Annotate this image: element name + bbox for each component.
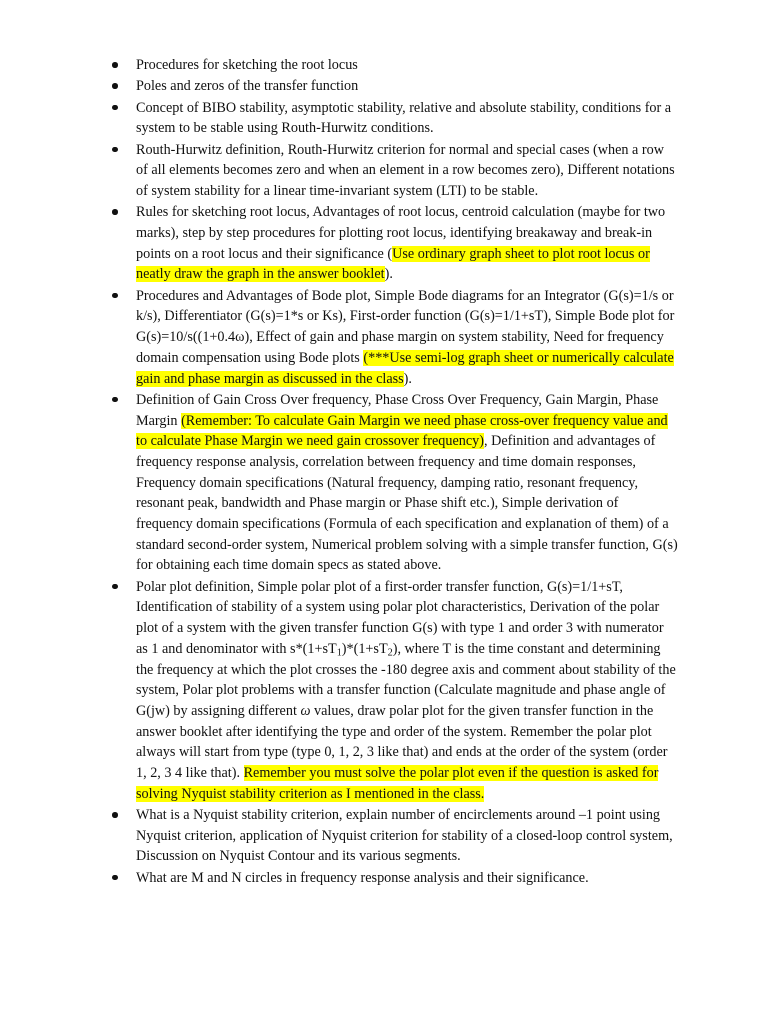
item-text: Definition of Gain Cross Over frequency, Phase Cross Over Frequency, Gain Margin, Phase Margin [136,391,659,429]
bullet-icon [112,812,118,818]
highlighted-note: (***Use semi-log graph sheet or numerically calculate gain and phase margin as discussed in the class [136,349,674,387]
list-item [0,140,768,202]
list-item [0,390,768,576]
bullet-icon [112,105,118,111]
syllabus-bullet-list [0,55,768,889]
list-item [0,868,768,889]
item-text: ω [300,702,311,719]
list-item [0,202,768,285]
bullet-icon [112,875,118,881]
item-text: , Definition and advantages of frequency response analysis, correlation between frequency and time domain responses, Frequency domain specifications (Natural frequency, damping ratio, resonant frequency, resonant peak, bandwidth and Phase margin or Phase shift etc.), Simple derivation of frequency domain specifications (Formula of each specification and explanation of them) of a standard second-order system, Numerical problem solving with a simple transfer function, G(s) for obtaining each time domain specs as stated above. [136,433,678,574]
list-item [0,98,768,139]
item-text: ). [384,266,393,283]
item-text: ), where T is the time constant and determining the frequency at which the plot crosses the -180 degree axis and comment about stability of the system, Polar plot problems with a transfer function (Calculate magnitude and phase angle of G(jw) by assigning different [136,640,676,719]
list-item [0,76,768,97]
bullet-icon [112,584,118,590]
item-text: Rules for sketching root locus, Advantages of root locus, centroid calculation (maybe for two marks), step by step procedures for plotting root locus, identifying breakaway and break-in points on a root locus and their significance ( [136,204,666,262]
bullet-icon [112,397,118,403]
item-text: )*(1+sT [341,640,388,657]
list-item [0,286,768,390]
list-item [0,55,768,76]
subscript: 2 [387,647,393,659]
item-text: Concept of BIBO stability, asymptotic stability, relative and absolute stability, conditions for a system to be stable using Routh-Hurwitz conditions. [136,99,672,137]
subscript: 1 [336,647,342,659]
item-text: What are M and N circles in frequency response analysis and their significance. [136,869,589,886]
list-item [0,577,768,805]
highlighted-note: Remember you must solve the polar plot even if the question is asked for solving Nyquist stability criterion as I mentioned in the class. [136,765,659,802]
highlighted-note: (Remember: To calculate Gain Margin we need phase cross-over frequency value and to calculate Phase Margin we need gain crossover frequency) [136,412,668,450]
item-text: Procedures for sketching the root locus [136,57,358,73]
item-text: What is a Nyquist stability criterion, explain number of encirclements around –1 point using Nyquist criterion, application of Nyquist criterion for stability of a closed-loop control system, Discussion on Nyquist Contour and its various segments. [136,807,673,865]
item-text: Routh-Hurwitz definition, Routh-Hurwitz criterion for normal and special cases (when a row of all elements becomes zero and when an element in a row becomes zero), Different notations of system stability for a linear time-invariant system (LTI) to be stable. [136,141,675,199]
bullet-icon [112,209,118,215]
bullet-icon [112,293,118,299]
item-text: Poles and zeros of the transfer function [136,78,359,95]
bullet-icon [112,147,118,153]
item-text: Procedures and Advantages of Bode plot, Simple Bode diagrams for an Integrator (G(s)=1/s or k/s), Differentiator (G(s)=1*s or Ks), First-order function (G(s)=1/1+sT), Simple Bode plot for G(s)=10/s((1+0.4ω), Effect of gain and phase margin on system stability, Need for frequency domain compensation using Bode plots [136,287,675,366]
highlighted-note: Use ordinary graph sheet to plot root locus or neatly draw the graph in the answer booklet [136,245,650,283]
list-item [0,805,768,867]
item-text: Polar plot definition, Simple polar plot of a first-order transfer function, G(s)=1/1+sT, Identification of stability of a system using polar plot characteristics, Derivation of the polar plot of a system with the given transfer function G(s) with type 1 and order 3 with numerator as 1 and denominator with s*(1+sT [136,578,664,657]
item-text: ). [403,370,412,387]
item-text: values, draw polar plot for the given transfer function in the answer booklet after identifying the type and order of the system. Remember the polar plot always will start from type (type 0, 1, 2, 3 like that) and ends at the order of the system (order 1, 2, 3 4 like that). [136,702,668,782]
bullet-icon [112,62,118,68]
bullet-icon [112,83,118,89]
